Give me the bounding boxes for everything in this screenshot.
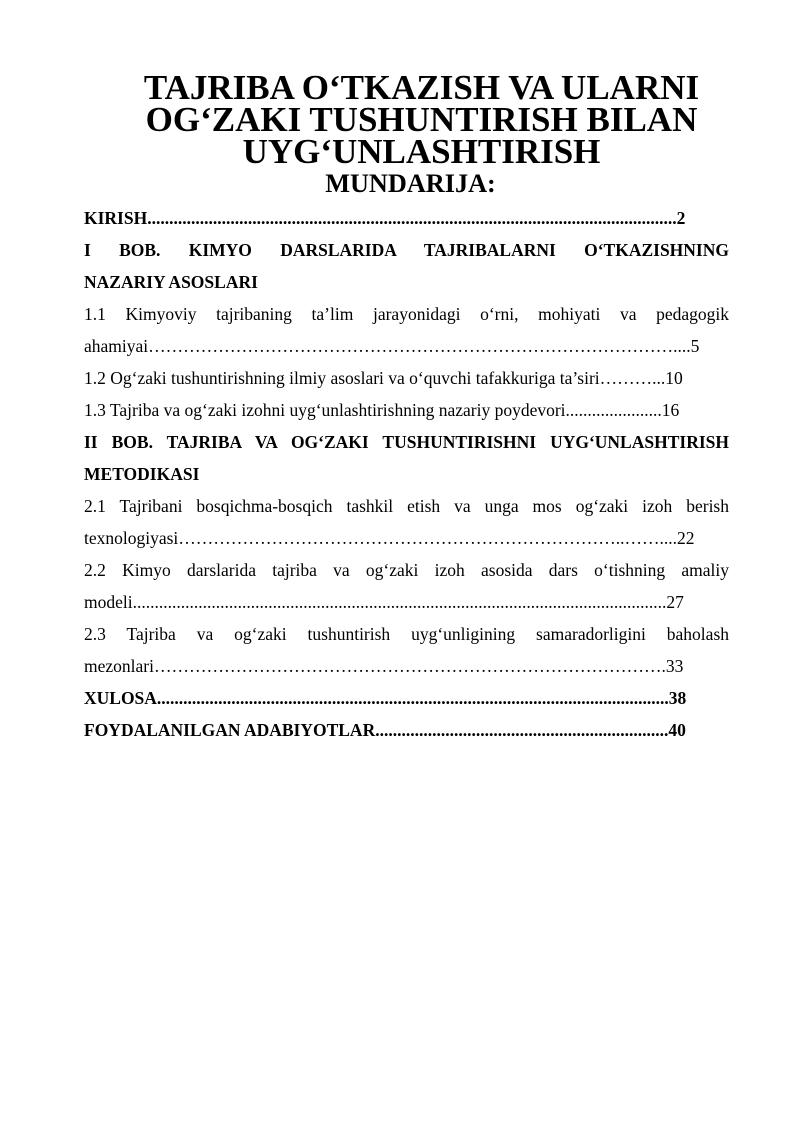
toc-section-2-1-line-2: texnologiyasi…………………………………………………………………..……....22 <box>84 528 695 548</box>
toc-section-1-1 <box>84 298 729 362</box>
toc-entry-kirish: KIRISH.........................................................................................................................2 <box>84 208 686 228</box>
toc-section-1-1-line-2: ahamiyai………………………………………………………………………………....5 <box>84 336 700 356</box>
toc-section-2-2-line-1: 2.2 Kimyo darslarida tajriba va og‘zaki izoh asosida dars o‘tishning amaliy <box>84 560 729 580</box>
toc-chapter-2 <box>84 426 729 490</box>
toc-chapter-2-line-1: II BOB. TAJRIBA VA OG‘ZAKI TUSHUNTIRISHNI UYG‘UNLASHTIRISH <box>84 432 729 452</box>
toc-entry-adabiyotlar: FOYDALANILGAN ADABIYOTLAR...................................................................40 <box>84 720 686 740</box>
toc-chapter-1 <box>84 234 729 298</box>
toc-chapter-1-line-1: I BOB. KIMYO DARSLARIDA TAJRIBALARNI O‘TKAZISHNING <box>84 240 729 260</box>
toc-section-2-2 <box>84 554 729 618</box>
document-title <box>84 68 729 171</box>
toc-section-2-2-line-2: modeli..........................................................................................................................27 <box>84 592 684 612</box>
document-page <box>84 68 729 746</box>
title-line-2: UYG‘UNLASHTIRISH <box>242 132 601 171</box>
toc-section-2-3 <box>84 618 729 682</box>
toc-section-1-3: 1.3 Tajriba va og‘zaki izohni uyg‘unlashtirishning nazariy poydevori......................16 <box>84 400 680 420</box>
toc-section-2-3-line-1: 2.3 Tajriba va og‘zaki tushuntirish uyg‘unligining samaradorligini baholash <box>84 624 729 644</box>
title-line-1: TAJRIBA O‘TKAZISH VA ULARNI OG‘ZAKI TUSHUNTIRISH BILAN <box>143 68 700 139</box>
toc-chapter-2-line-2: METODIKASI <box>84 464 200 484</box>
toc-chapter-1-line-2: NAZARIY ASOSLARI <box>84 272 258 292</box>
toc-section-2-1 <box>84 490 729 554</box>
toc-entry-xulosa: XULOSA.....................................................................................................................38 <box>84 688 687 708</box>
table-of-contents <box>84 202 729 746</box>
toc-section-1-1-line-1: 1.1 Kimyoviy tajribaning ta’lim jarayonidagi o‘rni, mohiyati va pedagogik <box>84 304 729 324</box>
contents-heading: MUNDARIJA: <box>325 169 496 198</box>
toc-section-2-1-line-1: 2.1 Tajribani bosqichma-bosqich tashkil etish va unga mos og‘zaki izoh berish <box>84 496 729 516</box>
toc-section-2-3-line-2: mezonlari…………………………………………………………………………….33 <box>84 656 684 676</box>
toc-section-1-2: 1.2 Og‘zaki tushuntirishning ilmiy asoslari va o‘quvchi tafakkuriga ta’siri………...10 <box>84 368 683 388</box>
